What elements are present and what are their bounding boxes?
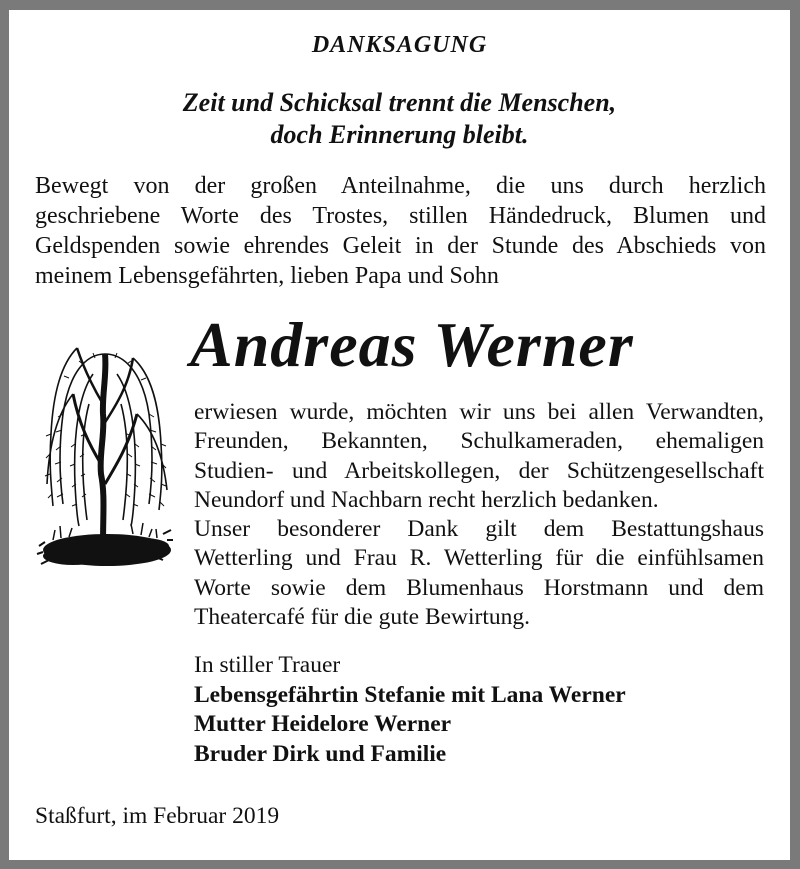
mourner-3: Bruder Dirk und Familie bbox=[194, 740, 447, 767]
intro-line-2: geschriebene Worte des Trostes, stillen Händedruck, Blumen und bbox=[35, 203, 766, 229]
intro-line-3: Geldspenden sowie ehrendes Geleit in der Stunde des Abschieds von bbox=[35, 233, 766, 259]
intro-line-1: Bewegt von der großen Anteilnahme, die uns durch herzlich bbox=[35, 173, 766, 199]
motto-line-2: doch Erinnerung bleibt. bbox=[270, 120, 529, 149]
body-line-4: Neundorf und Nachbarn recht herzlich bedanken. bbox=[194, 486, 659, 513]
body-line-6: Wetterling und Frau R. Wetterling für die einfühlsamen bbox=[194, 545, 764, 572]
body-line-7: Worte sowie dem Blumenhaus Horstmann und dem bbox=[194, 574, 764, 601]
intro-paragraph bbox=[35, 171, 766, 291]
deceased-name: Andreas Werner bbox=[190, 309, 634, 380]
motto-line-1: Zeit und Schicksal trennt die Menschen, bbox=[182, 88, 617, 117]
body-line-5: Unser besonderer Dank gilt dem Bestattungshaus bbox=[194, 516, 764, 543]
signoff-lead: In stiller Trauer bbox=[194, 652, 341, 678]
notice-heading: DANKSAGUNG bbox=[311, 32, 488, 58]
signoff-block bbox=[194, 651, 626, 769]
intro-line-4: meinem Lebensgefährten, lieben Papa und Sohn bbox=[35, 263, 499, 289]
mourner-1: Lebensgefährtin Stefanie mit Lana Werner bbox=[194, 681, 626, 708]
motto bbox=[9, 87, 790, 151]
body-line-8: Theatercafé für die gute Bewirtung. bbox=[194, 604, 531, 631]
body-line-1: erwiesen wurde, möchten wir uns bei allen Verwandten, bbox=[194, 399, 764, 425]
thanks-paragraph bbox=[194, 398, 764, 632]
place-date: Staßfurt, im Februar 2019 bbox=[35, 803, 280, 829]
weeping-willow-icon bbox=[33, 334, 175, 582]
mourner-2: Mutter Heidelore Werner bbox=[194, 711, 452, 737]
obituary-card bbox=[9, 10, 790, 860]
body-line-3: Studien- und Arbeitskollegen, der Schützengesellschaft bbox=[194, 457, 764, 484]
body-line-2: Freunden, Bekannten, Schulkameraden, ehemaligen bbox=[194, 428, 764, 455]
